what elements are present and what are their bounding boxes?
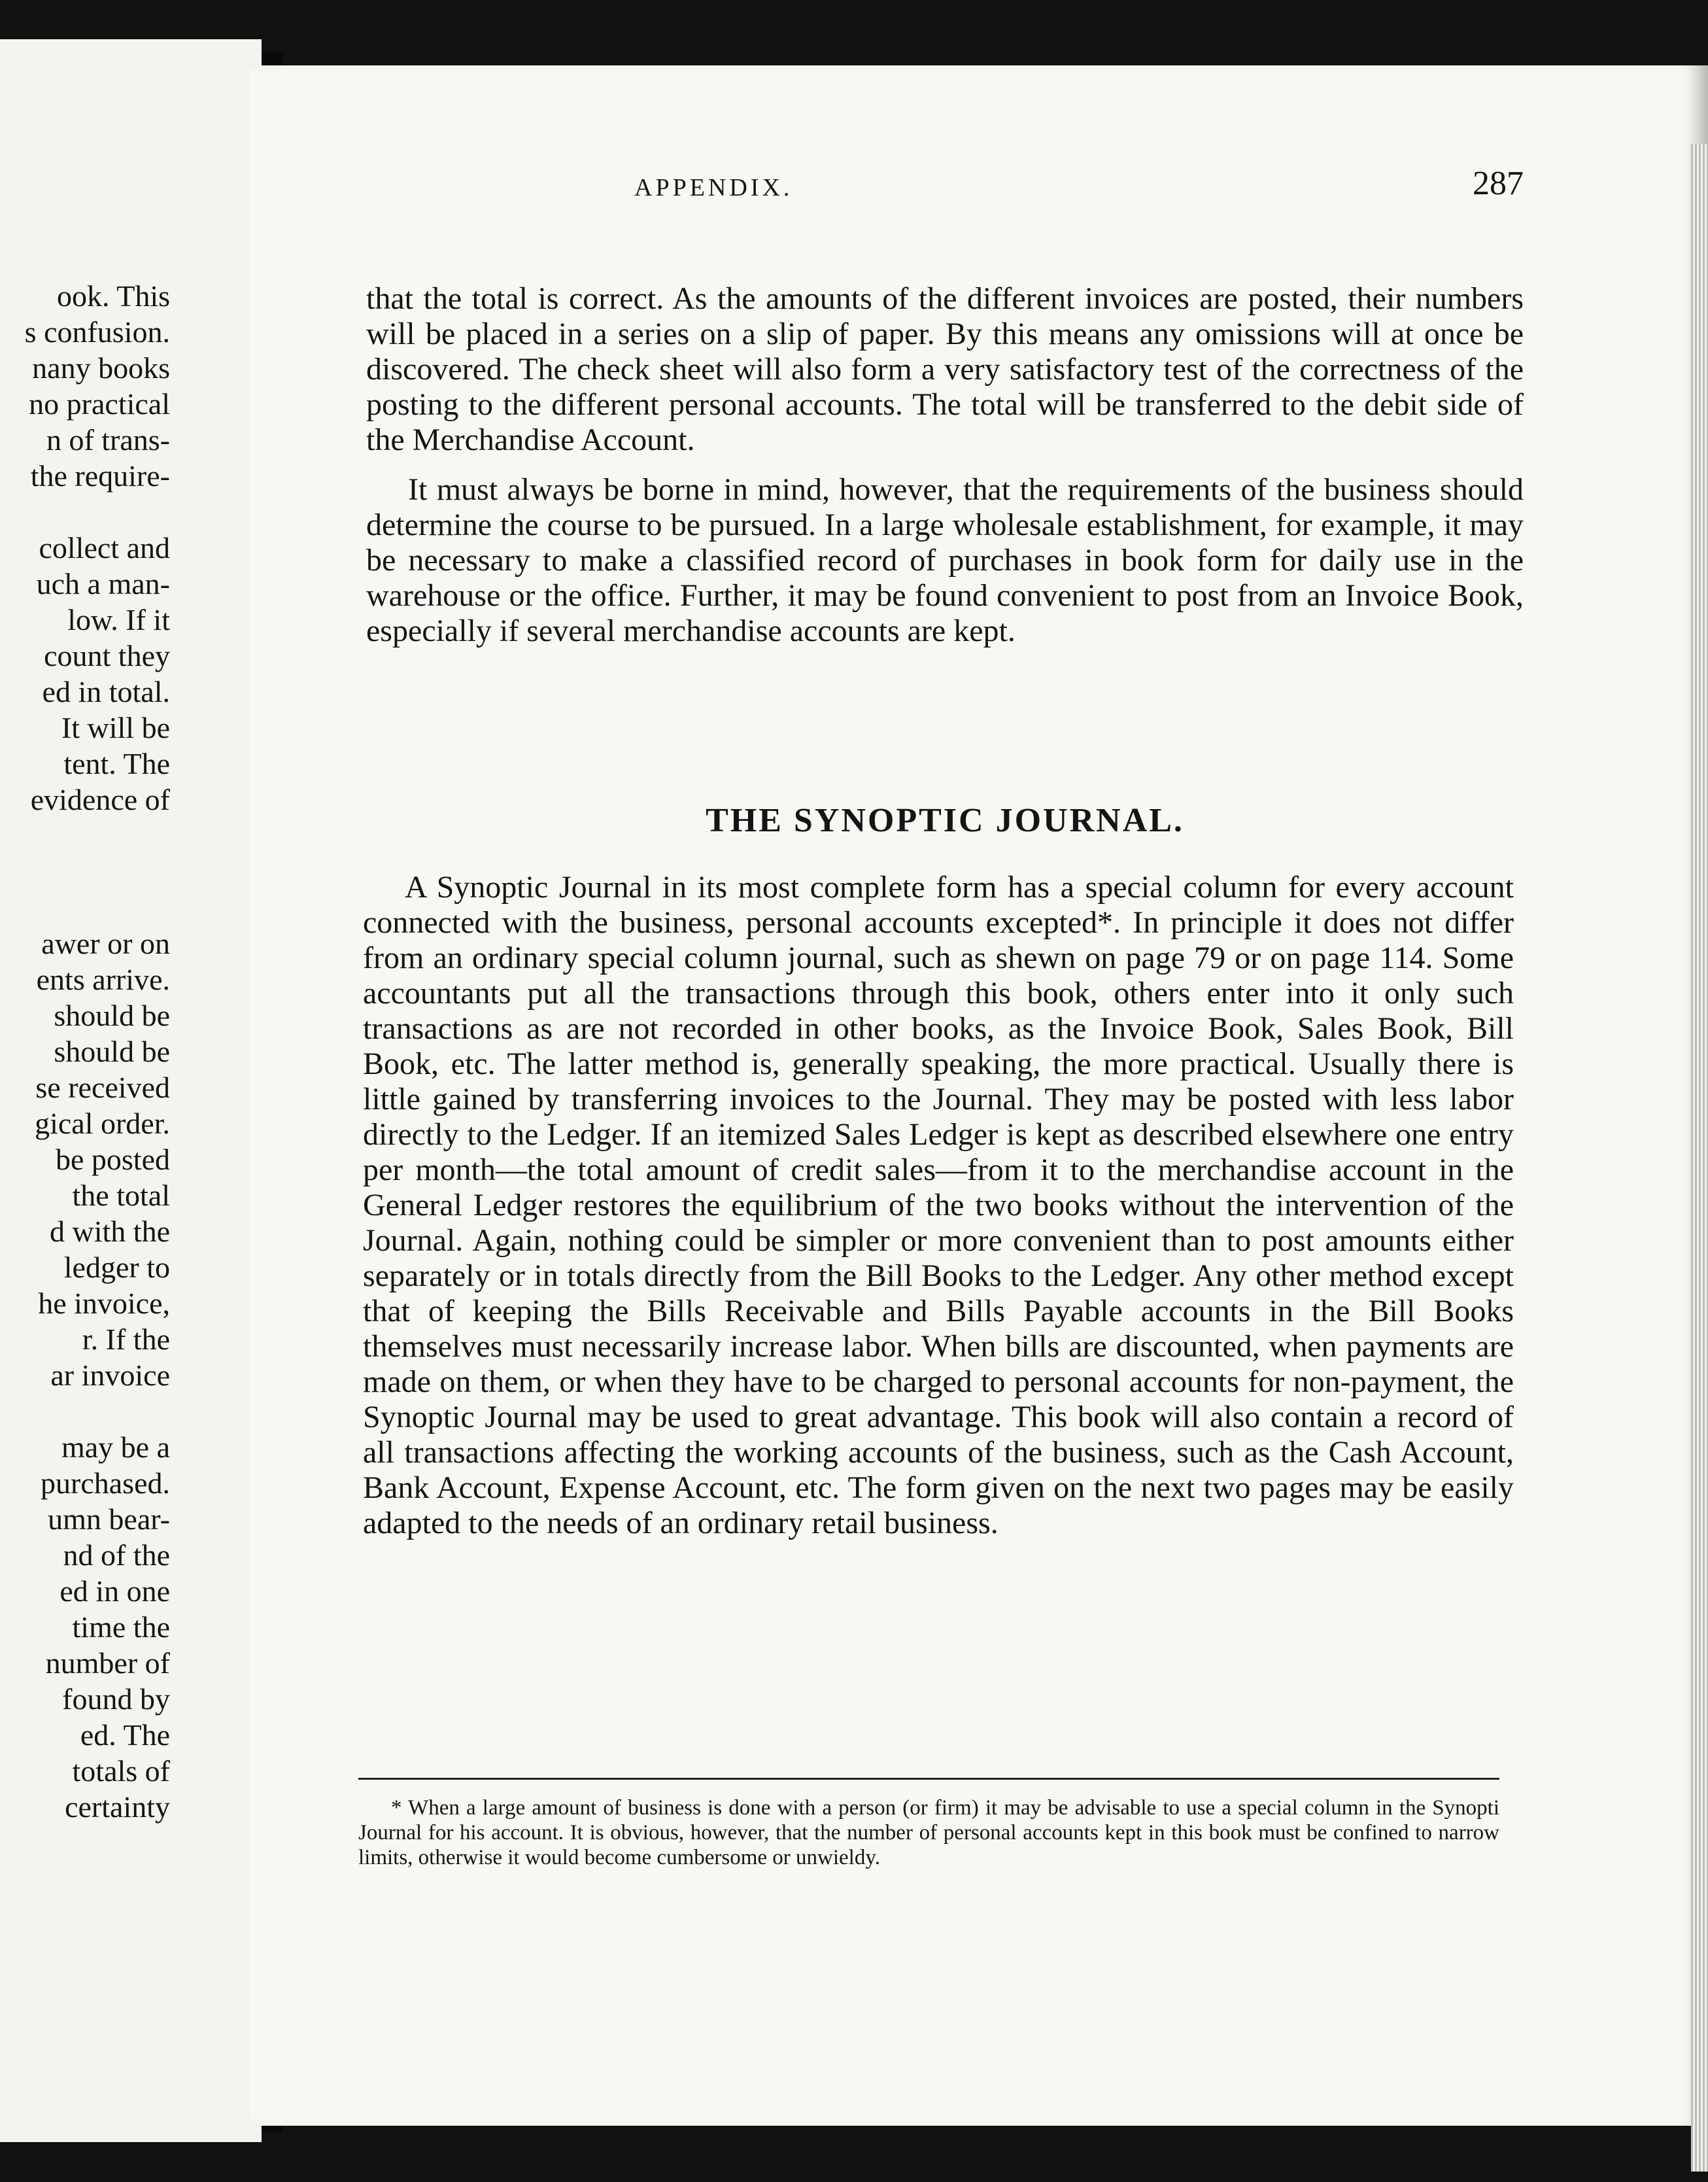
running-head: APPENDIX.: [634, 174, 793, 201]
left-page-line: It will be: [61, 711, 170, 744]
left-page-line: purchased.: [41, 1466, 170, 1500]
left-page-line: number of: [45, 1646, 170, 1680]
left-page-line: no practical: [29, 387, 170, 421]
left-page-line: found by: [62, 1682, 170, 1716]
left-page-line: ook. This: [57, 279, 170, 313]
page-number: 287: [1473, 165, 1524, 202]
left-page-line: be posted: [55, 1143, 170, 1176]
left-page-line: ed in one: [60, 1574, 170, 1608]
left-page-line: may be a: [61, 1430, 170, 1464]
footnote: [358, 1795, 1499, 1870]
left-page-line: ar invoice: [50, 1359, 170, 1392]
left-page-line: he invoice,: [38, 1287, 170, 1320]
left-page-line: gical order.: [35, 1107, 170, 1140]
left-page-line: ed in total.: [42, 675, 170, 708]
left-page-line: certainty: [65, 1790, 170, 1824]
left-page-line: r. If the: [82, 1323, 170, 1356]
left-page-line: nany books: [32, 351, 170, 385]
paragraph: It must always be borne in mind, however, that the requirements of the business should determine the course to be pursued. In a large wholesale establishment, for example, it may be necessary to make a classified record of purchases in book form for daily use in the warehouse or the office. Further, it may be found convenient to post from an Invoice Book, especially if several merchandise accounts are kept.: [366, 472, 1524, 648]
page-edge: [1691, 144, 1708, 2172]
left-page-line: s confusion.: [24, 315, 170, 349]
left-page-line: should be: [54, 1035, 170, 1068]
left-page-line: evidence of: [30, 783, 170, 816]
paragraph: that the total is correct. As the amounts of the different invoices are posted, their numbers will be placed in a series on a slip of paper. By this means any omissions will at once be discovered. The check sheet will also form a very satisfactory test of the correctness of the posting to the different personal accounts. The total will be transferred to the debit side of the Merchandise Account.: [366, 281, 1524, 457]
left-page-line: the total: [72, 1179, 170, 1212]
left-page-line: count they: [44, 639, 170, 672]
left-page-line: low. If it: [67, 603, 170, 636]
left-facing-page: [0, 39, 262, 2142]
left-page-line: totals of: [72, 1754, 170, 1788]
body-text-top: [366, 281, 1524, 649]
left-page-line: umn bear-: [48, 1502, 170, 1536]
section-heading: THE SYNOPTIC JOURNAL.: [706, 802, 1184, 839]
page-header: [634, 160, 1524, 213]
left-page-line: awer or on: [41, 927, 170, 960]
left-page-line: the require-: [30, 459, 170, 493]
left-page-line: uch a man-: [36, 567, 170, 600]
left-page-line: d with the: [50, 1215, 170, 1248]
left-page-line: ents arrive.: [36, 963, 170, 996]
left-page-line: nd of the: [63, 1538, 170, 1572]
paragraph: A Synoptic Journal in its most complete form has a special column for every account connected with the business, personal accounts excepted*. In principle it does not differ from an ordinary special column journal, such as shewn on page 79 or on page 114. Some accountants put all the transactions through this book, others enter into it only such transactions as are not recorded in other books, as the Invoice Book, Sales Book, Bill Book, etc. The latter method is, generally speaking, the more practical. Usually there is little gained by transferring invoices to the Journal. They may be posted with less labor directly to the Ledger. If an itemized Sales Ledger is kept as described elsewhere one entry per month—the total amount of credit sales—from it to the merchandise account in the General Ledger restores the equilibrium of the two books without the intervention of the Journal. Again, nothing could be simpler or more convenient than to post amounts either separately or in totals directly from the Bill Books to the Ledger. Any other method except that of keeping the Bills Receivable and Bills Payable accounts in the Bill Books themselves must necessarily increase labor. When bills are discounted, when payments are made on them, or when they have to be charged to personal accounts for non-payment, the Synoptic Journal may be used to great advantage. This book will also contain a record of all transactions affecting the working accounts of the business, such as the Cash Account, Bank Account, Expense Account, etc. The form given on the next two pages may be easily adapted to the needs of an ordinary retail business.: [363, 870, 1514, 1540]
footnote-text: * When a large amount of business is done with a person (or firm) it may be advisable to use a special column in the Synopti Journal for his account. It is obvious, however, that the number of personal accounts kept in this book must be confined to narrow limits, otherwise it would become cumbersome or unwieldy.: [358, 1796, 1499, 1869]
section-body: [363, 870, 1514, 1541]
left-page-line: collect and: [39, 531, 170, 564]
left-page-line: n of trans-: [46, 423, 170, 457]
left-page-line: ledger to: [63, 1251, 170, 1284]
left-page-line: should be: [54, 999, 170, 1032]
left-page-line: se received: [35, 1071, 170, 1104]
left-page-line: ed. The: [80, 1718, 170, 1752]
footnote-rule: [358, 1778, 1499, 1780]
left-page-line: tent. The: [63, 747, 170, 780]
left-page-line: time the: [72, 1610, 170, 1644]
